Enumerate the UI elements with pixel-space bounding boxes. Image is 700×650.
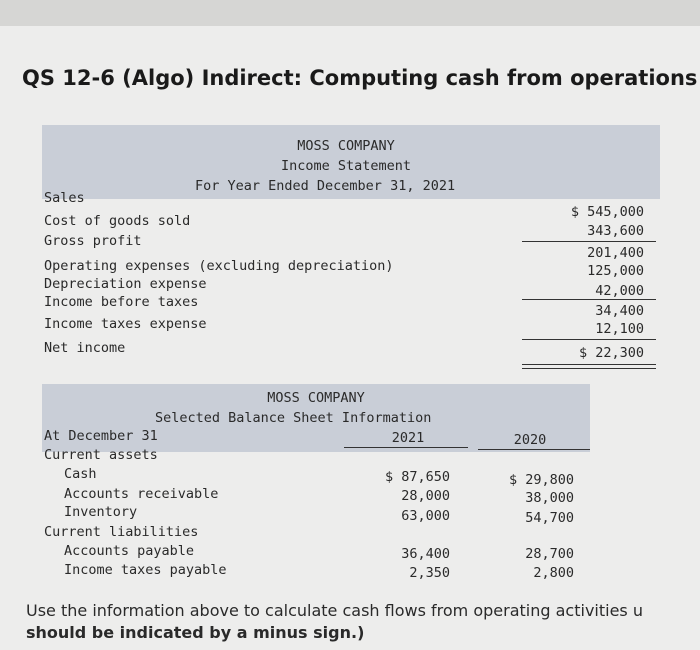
instructions	[26, 600, 700, 644]
value-2020: 54,700	[525, 510, 574, 526]
top-bar	[0, 0, 700, 26]
income-row-label: Sales	[44, 190, 85, 206]
subtotal-rule	[522, 339, 656, 340]
income-row-amount: 34,400	[595, 303, 644, 319]
income-row-label: Operating expenses (excluding depreciation)	[44, 258, 394, 274]
balance-statement-name: Selected Balance Sheet Information	[155, 410, 432, 426]
section-label: Current assets	[44, 447, 158, 463]
value-2021: 2,350	[409, 565, 450, 581]
section-label: Current liabilities	[44, 524, 199, 540]
balance-row-label: Accounts receivable	[64, 486, 219, 502]
income-row-amount: $ 22,300	[578, 345, 644, 361]
balance-company-name: MOSS COMPANY	[267, 390, 365, 406]
income-statement-name: Income Statement	[280, 158, 412, 174]
income-row-label: Gross profit	[44, 233, 142, 249]
income-row-amount: 343,600	[587, 223, 644, 239]
instructions-line-1: Use the information above to calculate cash flows from operating activities u	[26, 601, 643, 620]
income-row-amount: $ 545,000	[570, 204, 644, 220]
instructions-line-2: should be indicated by a minus sign.)	[26, 623, 365, 642]
value-2021: 36,400	[401, 546, 450, 562]
balance-row-label: Cash	[64, 466, 97, 482]
income-company-name: MOSS COMPANY	[297, 138, 395, 154]
double-rule-bottom	[522, 368, 656, 369]
question-title: QS 12-6 (Algo) Indirect: Computing cash from operations	[22, 66, 698, 90]
income-row-label: Cost of goods sold	[44, 213, 191, 229]
column-rule-2021	[344, 447, 468, 448]
income-row-amount: 42,000	[595, 283, 644, 299]
subtotal-rule	[522, 299, 656, 300]
balance-row-label: Accounts payable	[64, 543, 195, 559]
value-2020: 38,000	[525, 490, 574, 506]
income-row-label: Income before taxes	[44, 294, 199, 310]
column-header-2021: 2021	[391, 430, 425, 446]
income-row-label: Depreciation expense	[44, 276, 207, 292]
value-2020: $ 29,800	[508, 472, 574, 488]
value-2021: 63,000	[401, 508, 450, 524]
income-period: For Year Ended December 31, 2021	[195, 178, 456, 194]
column-header-2020: 2020	[513, 432, 547, 448]
income-row-amount: 201,400	[587, 245, 644, 261]
value-2020: 28,700	[525, 546, 574, 562]
value-2020: 2,800	[533, 565, 574, 581]
column-rule-2020	[478, 449, 590, 450]
balance-row-label: Inventory	[64, 504, 138, 520]
date-label: At December 31	[44, 428, 158, 444]
double-rule-top	[522, 364, 656, 365]
income-row-amount: 125,000	[587, 263, 644, 279]
income-row-amount: 12,100	[595, 321, 644, 337]
income-row-label: Net income	[44, 340, 126, 356]
balance-row-label: Income taxes payable	[64, 562, 227, 578]
subtotal-rule	[522, 241, 656, 242]
income-row-label: Income taxes expense	[44, 316, 207, 332]
value-2021: 28,000	[401, 488, 450, 504]
value-2021: $ 87,650	[384, 469, 450, 485]
